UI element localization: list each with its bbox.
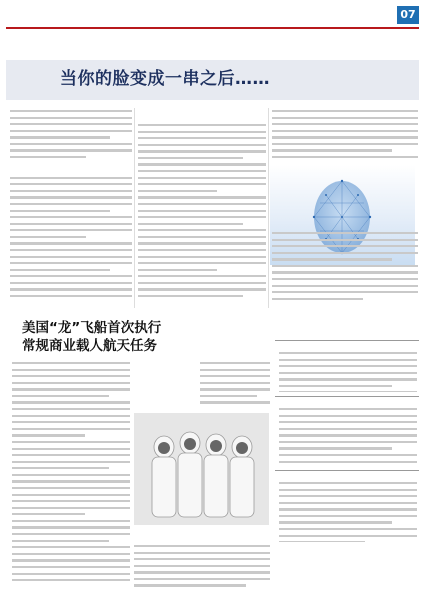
notice-title-2 xyxy=(275,397,419,406)
rocket-article-column-2-bottom xyxy=(134,545,270,593)
rocket-article-column-2-top xyxy=(200,362,270,410)
subhead-1 xyxy=(10,146,132,156)
newspaper-logo xyxy=(156,7,268,23)
column-divider xyxy=(134,108,135,308)
astronaut-group-icon xyxy=(134,413,269,525)
feature-column-1 xyxy=(10,110,132,300)
rocket-article-title xyxy=(22,319,197,357)
feature-column-2 xyxy=(138,110,266,300)
column-divider xyxy=(268,108,269,308)
photo-caption xyxy=(134,528,269,540)
notice-title-3 xyxy=(275,471,419,480)
rocket-title-line-1: 美国“龙”飞船首次执行 xyxy=(22,320,162,336)
feature-column-3 xyxy=(272,110,418,165)
page-number: 07 xyxy=(397,6,419,24)
masthead xyxy=(6,4,419,26)
rocket-article-column-1 xyxy=(12,362,130,590)
notice-body-3 xyxy=(279,482,417,542)
feature-headline xyxy=(60,64,380,94)
headline-start: 当你的脸变成一串 xyxy=(60,69,200,89)
byline xyxy=(200,97,260,106)
notice-title-1 xyxy=(275,341,419,350)
rocket-title-line-2: 常规商业载人航天任务 xyxy=(22,338,157,354)
masthead-rule xyxy=(6,27,419,29)
astronauts-photo xyxy=(134,413,269,525)
notice-body-2 xyxy=(279,408,417,464)
subhead-3 xyxy=(272,237,418,247)
headline-end: 之后…… xyxy=(200,69,270,89)
notice-body-1 xyxy=(279,352,417,392)
section-title xyxy=(286,7,394,23)
subhead-2 xyxy=(138,112,266,122)
